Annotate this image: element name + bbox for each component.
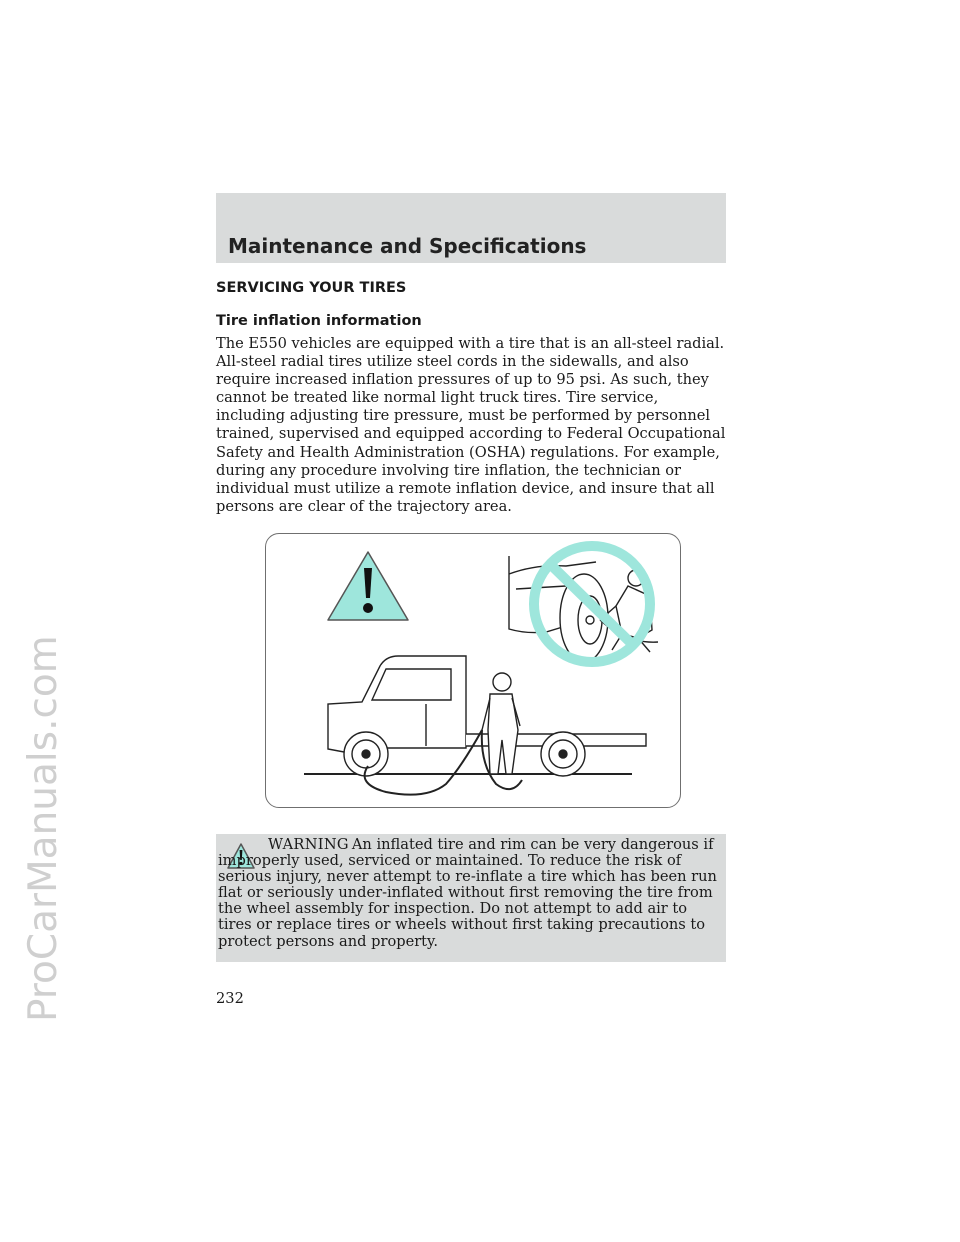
section-heading: SERVICING YOUR TIRES (216, 280, 407, 296)
body-paragraph: The E550 vehicles are equipped with a tire that is an all-steel radial. All-steel radial tires utilize steel cords in the sidewalls, and also require increased inflation pressures of up to 95 psi. As such, they cannot be treated like normal light truck tires. Tire service, including adjusting tire pressure, must be performed by personnel trained, supervised and equipped according to Federal Occupational Safety and Health Administration (OSHA) regulations. For example, during any procedure involving tire inflation, the technician or individual must utilize a remote inflation device, and insure that all persons are clear of the trajectory area. (216, 335, 726, 515)
section-header (216, 193, 726, 263)
rear-wheel (541, 732, 585, 776)
section-title: Maintenance and Specifications (228, 234, 587, 258)
tire-inflation-illustration (265, 533, 681, 808)
warning-box (216, 834, 726, 962)
technician (482, 673, 520, 774)
warning-label: WARNING (268, 836, 349, 853)
side-watermark (8, 390, 68, 1030)
warning-triangle-icon (328, 552, 408, 620)
watermark-text: ProCarManuals.com (21, 635, 66, 1022)
warning-body: An inflated tire and rim can be very dangerous if improperly used, serviced or maintained. To reduce the risk of serious injury, never attempt to re-inflate a tire which has been run flat or seriously under-inflated without first removing the tire from the wheel assembly for inspection. Do not attempt to add air to tires or replace tires or wheels without first taking precautions to protect persons and property. (218, 836, 717, 950)
page-number: 232 (216, 990, 244, 1007)
section-subheading: Tire inflation information (216, 313, 422, 329)
warning-text (218, 837, 723, 950)
